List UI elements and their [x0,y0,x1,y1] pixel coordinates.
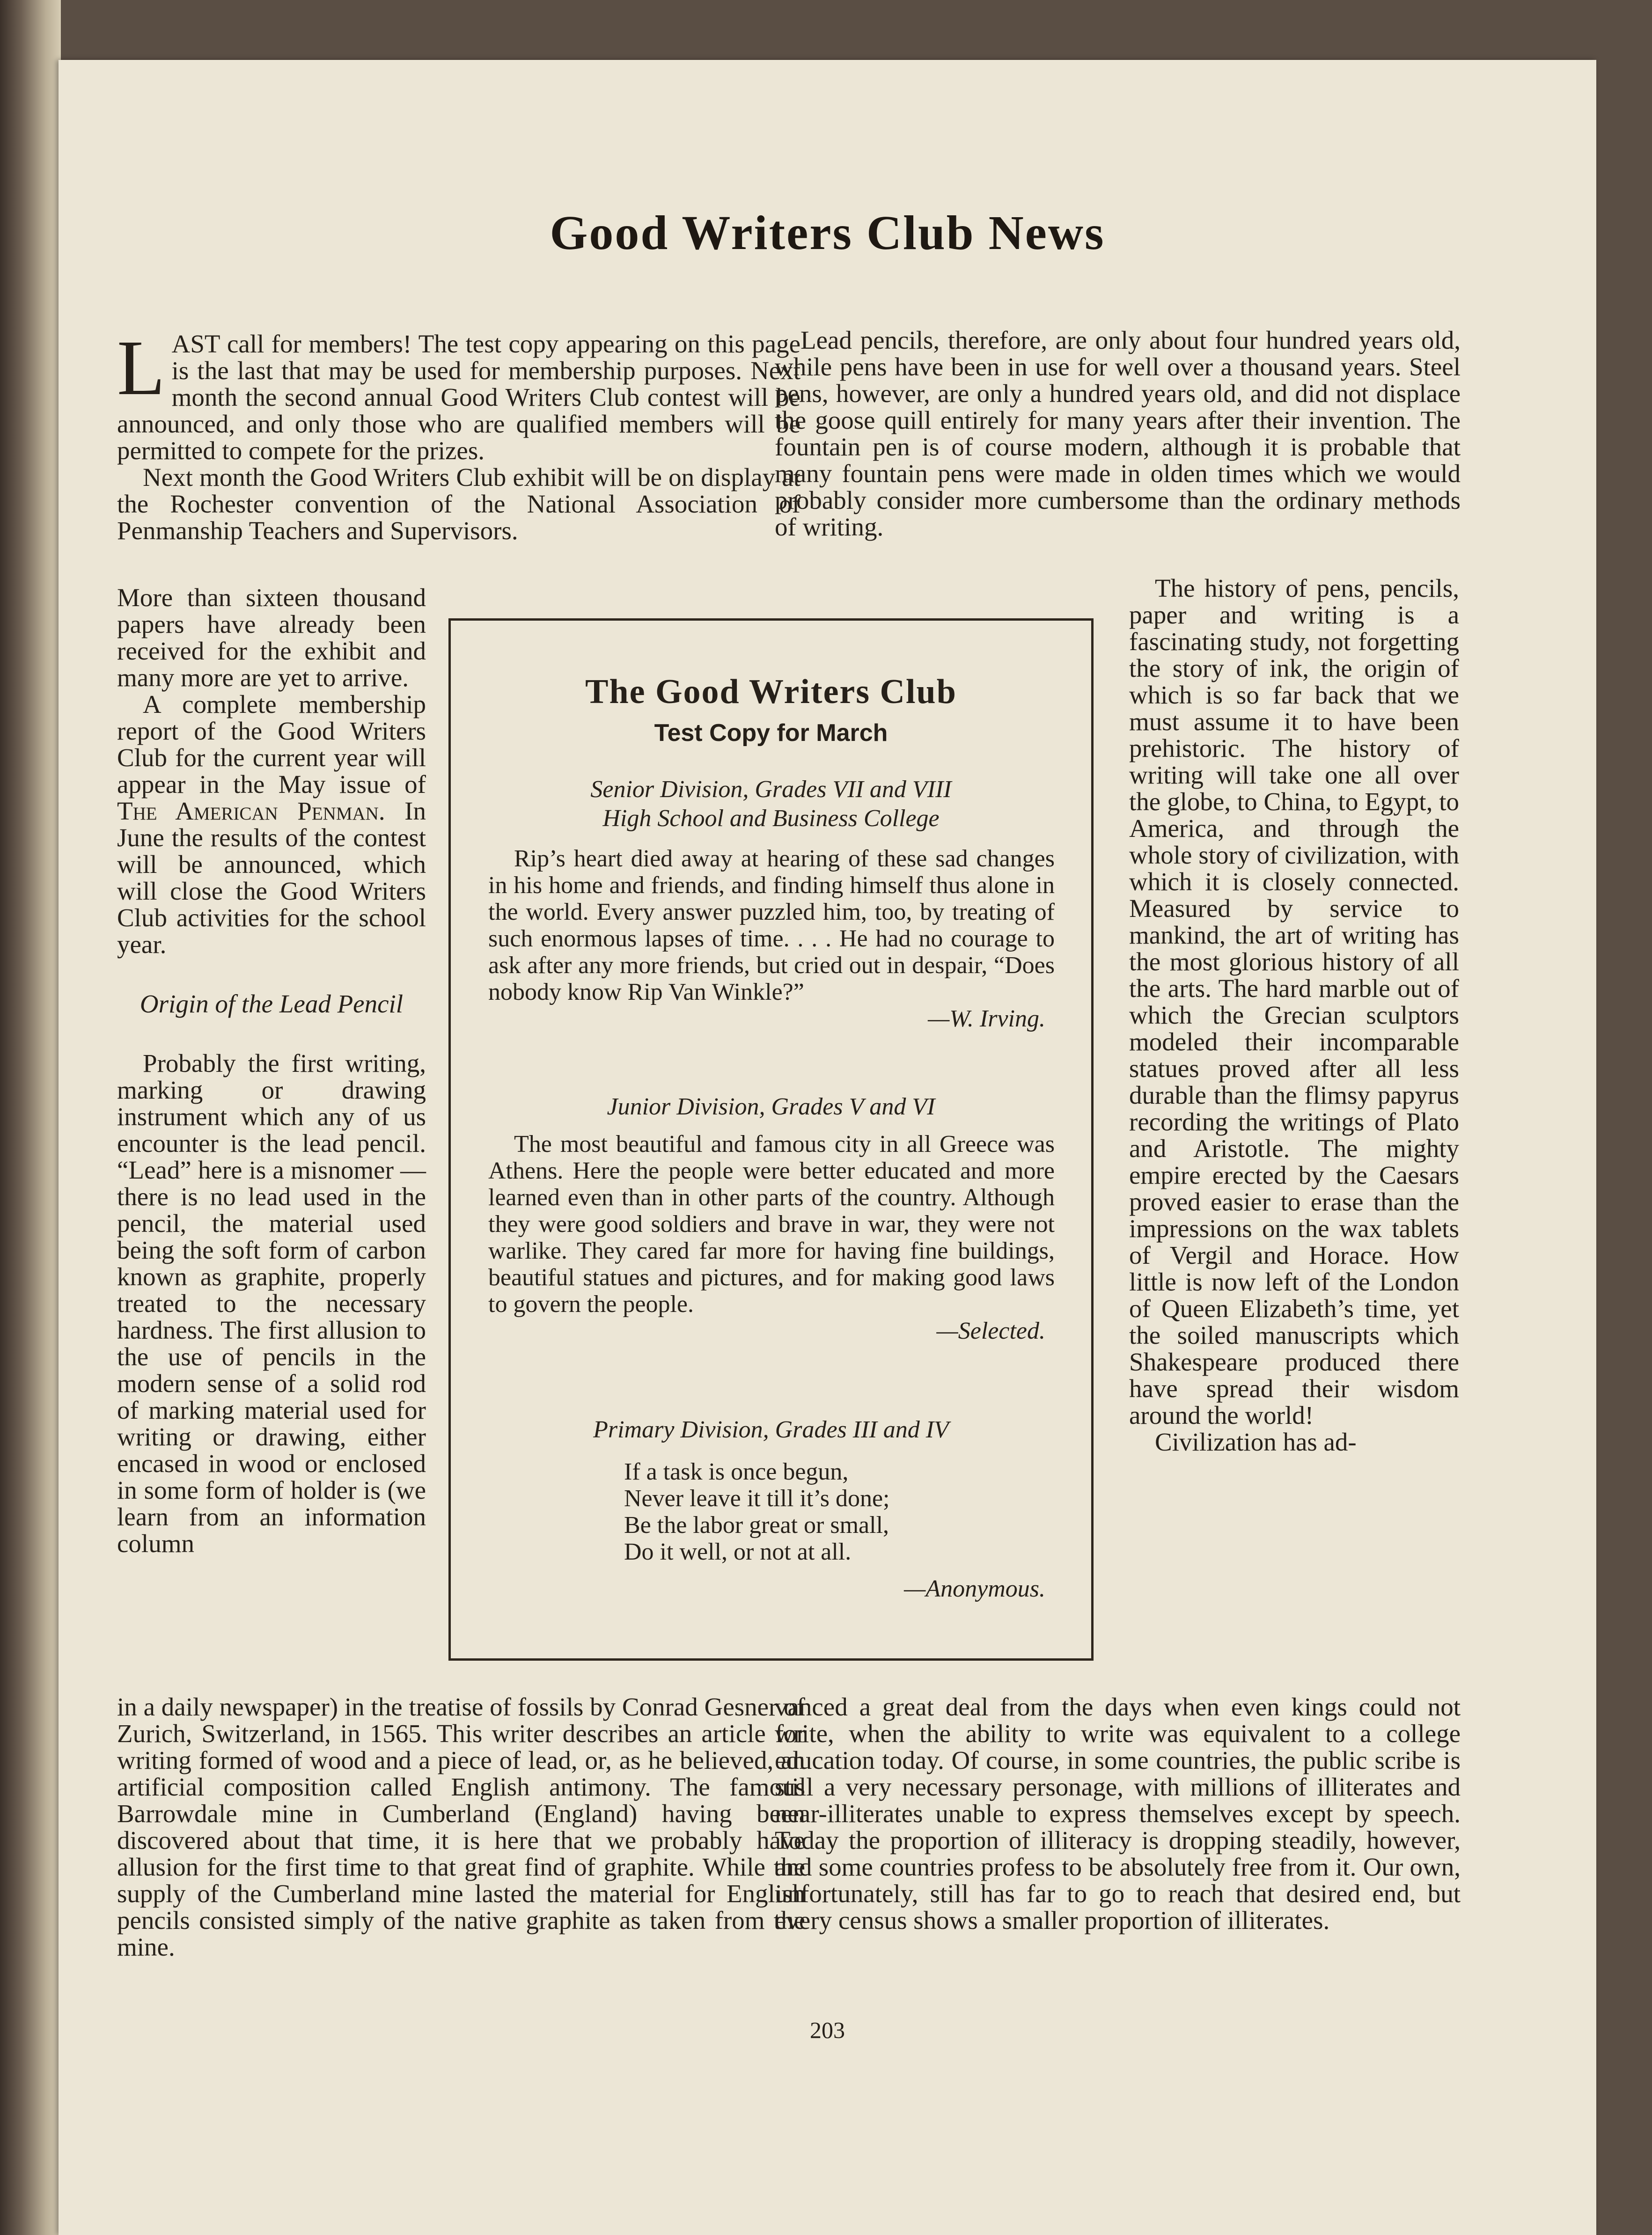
poem-line: Never leave it till it’s done; [624,1485,890,1512]
senior-test-text: Rip’s heart died away at hearing of these sad changes in his home and friends, and finding himself thus alone in the world. Every answer puzzled him, too, by treating of such enormous lapses of time. . . . He had no courage to ask after any more friends, but cried out in despair, “Does nobody know Rip Van Winkle?” —W. Irving. [488,845,1055,1032]
right-continuation: Civilization has ad- [1155,1428,1357,1456]
section-heading: Origin of the Lead Pencil [140,989,404,1018]
left-paragraph-a: More than sixteen thousand papers have already been received for the exhibit and many more are yet to arrive. [117,583,426,692]
page-number: 203 [810,2017,845,2043]
right-column: The history of pens, pencils, paper and writing is a fascinating study, not forgetting the story of ink, the origin of which is so far back that we must assume it to have been prehistoric. The history of writing will take one all over the globe, to China, to Egypt, to America, and through the whole story of civilization, with which it is closely connected. Measured by service to mankind, the art of writing has the most glorious history of all the arts. The hard marble out of which the Grecian sculptors modeled their incomparable statues proved after all less durable than the flimsy papyrus recording the writings of Plato and Aristotle. The mighty empire erected by the Caesars proved easier to erase than the impressions on the wax tablets of Vergil and Horace. How little is now left of the London of Queen Elizabeth’s time, yet the soiled manuscripts which Shakespeare produced there have spread their wisdom around the world! Civilization has ad- [1129,574,1459,1456]
intro-paragraph-1: LAST call for members! The test copy appearing on this page is the last that may be used for membership purposes. Next month the second annual Good Writers Club contest will be announced, and only those who are qualified members will be permitted to compete for the prizes. [117,324,800,465]
test-copy-box [448,618,1094,1661]
magazine-name: The American Penman. [117,797,385,825]
primary-attribution: —Anonymous. [904,1575,1045,1602]
junior-attribution: —Selected. [936,1318,1045,1344]
senior-heading: Senior Division, Grades VII and VIII High School and Business College [590,776,952,832]
drop-cap: L [117,324,165,411]
junior-test-text: The most beautiful and famous city in all Greece was Athens. Here the people were better educated and more learned even than in other parts of the country. Although they were good soldiers and brave in war, they were not warlike. They cared far more for having fine buildings, beautiful statues and pictures, and for making good laws to govern the people. —Selected. [488,1131,1055,1344]
intro-paragraph-2: Next month the Good Writers Club exhibit will be on display at the Rochester convention of the National Association of Penmanship Teachers and Supervisors. [117,463,800,545]
intro-section [117,324,800,545]
top-right-text: Lead pencils, therefore, are only about four hundred years old, while pens have been in use for well over a thousand years. Steel pens, however, are only a hundred years old, and did not displace the goose quill entirely for many years after their invention. The fountain pen is of course modern, although it is probable that many fountain pens were made in olden times which we would probably consider more cumbersome than the ordinary methods of writing. [775,326,1461,541]
primary-poem [624,1458,999,1565]
box-title: The Good Writers Club [585,673,957,711]
primary-heading: Primary Division, Grades III and IV [593,1416,949,1443]
left-paragraph-c: Probably the first writing, marking or drawing instrument which any of us encounter is the lead pencil. “Lead” here is a misnomer — there is no lead used in the pencil, the material used being the soft form of carbon known as graphite, properly treated to the necessary hardness. The first allusion to the use of pencils in the modern sense of a solid rod of marking material used for writing or drawing, either encased in wood or enclosed in some form of holder is (we learn from an information column [117,1049,426,1558]
bottom-right-text: vanced a great deal from the days when even kings could not write, when the ability to write was equivalent to a college education today. Of course, in some countries, the public scribe is still a very necessary personage, with millions of illiterates and near-illiterates unable to express themselves except by speech. Today the proportion of illiteracy is dropping steadily, however, and some countries profess to be absolutely free from it. Our own, unfortunately, still has far to go to reach that desired end, but every census shows a smaller proportion of illiterates. [775,1693,1461,1935]
poem-line: Do it well, or not at all. [624,1539,852,1565]
book-spine-shadow [0,0,61,2235]
magazine-page [59,60,1596,2235]
senior-attribution: —W. Irving. [928,1005,1045,1032]
page-title: Good Writers Club News [550,206,1105,260]
poem-line: Be the labor great or small, [624,1512,889,1539]
left-paragraph-b: A complete membership report of the Good Writers Club for the current year will appear in the May issue of The American Penman. In June the results of the contest will be announced, which will close the Good Writers Club activities for the school year. [117,690,426,959]
junior-heading: Junior Division, Grades V and VI [607,1093,935,1120]
poem-line: If a task is once begun, [624,1458,849,1485]
bottom-left-text: in a daily newspaper) in the treatise of fossils by Conrad Gesner of Zurich, Switzerland, in 1565. This writer describes an article for writing formed of wood and a piece of lead, or, as he believed, an artificial composition called English antimony. The famous Barrowdale mine in Cumberland (England) having been discovered about that time, it is here that we probably have allusion for the first time to that great find of graphite. While the supply of the Cumberland mine lasted the material for English pencils consisted simply of the native graphite as taken from the mine. [117,1693,805,1961]
left-column [117,584,426,1557]
box-subtitle: Test Copy for March [654,719,888,747]
